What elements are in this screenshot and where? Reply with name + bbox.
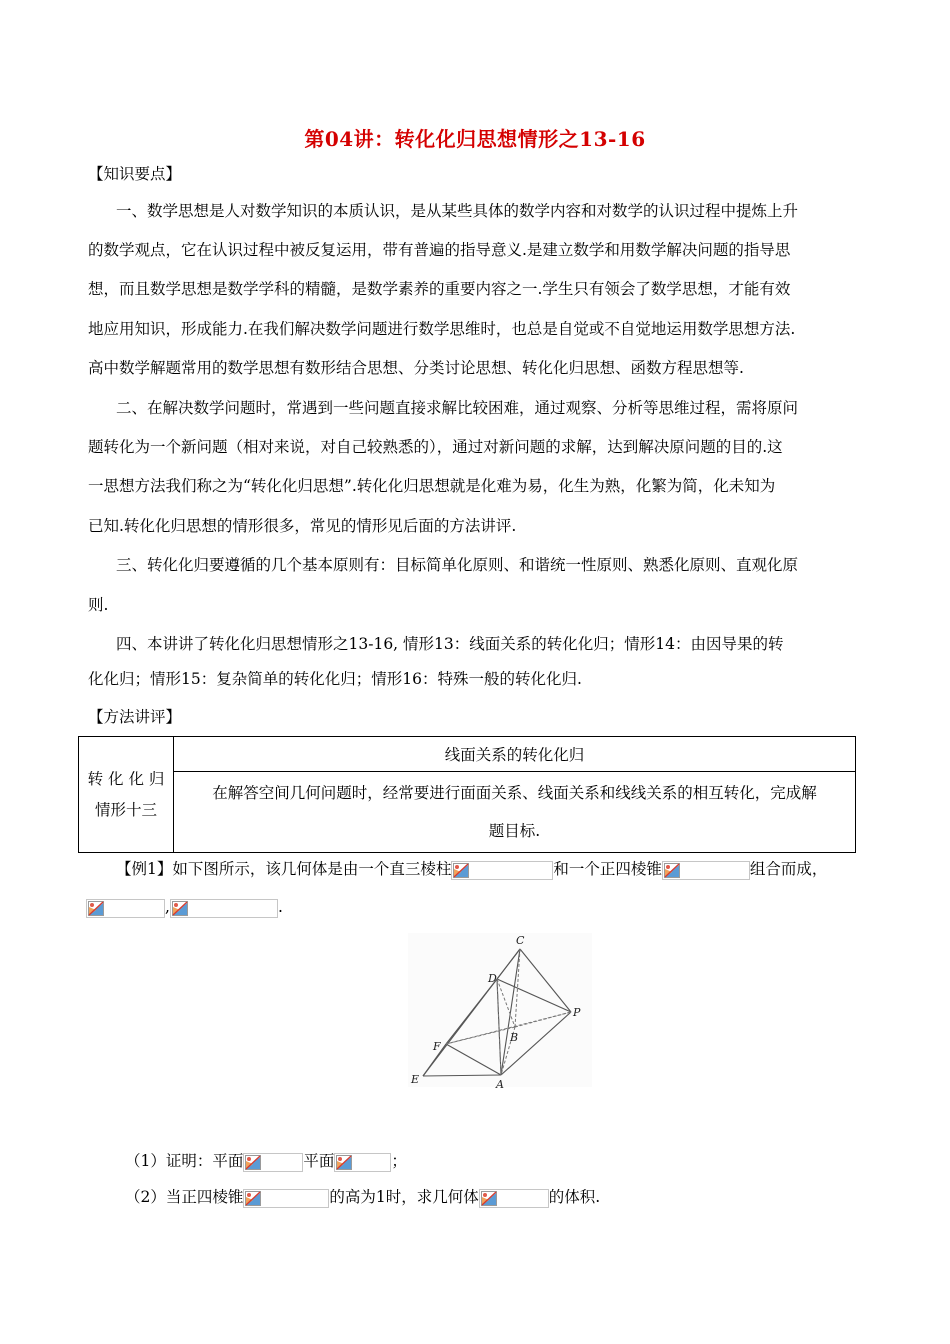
period: .	[277, 898, 283, 916]
text-line: 的数学观点，它在认识过程中被反复运用，带有普遍的指导意义.是建立数学和用数学解决问题的指导思	[88, 241, 791, 259]
formula-image-placeholder	[86, 899, 165, 918]
text-line: 则.	[88, 596, 109, 614]
situation-label-line2: 情形十三	[94, 800, 157, 819]
question-text: （1）证明：平面	[125, 1152, 244, 1170]
text-line: 三、转化化归要遵循的几个基本原则有：目标简单化原则、和谐统一性原则、熟悉化原则、直观化原	[116, 556, 799, 574]
question-text: 平面	[303, 1152, 335, 1170]
broken-image-icon	[245, 1191, 261, 1206]
formula-image-placeholder	[243, 1189, 329, 1208]
formula-image-placeholder	[243, 1153, 303, 1172]
example-line-1	[116, 857, 827, 880]
method-header: 【方法讲评】	[88, 708, 182, 726]
vertex-label-p: P	[573, 1006, 581, 1019]
vertex-label-a: A	[496, 1078, 504, 1090]
formula-image-placeholder	[479, 1189, 549, 1208]
question-text: （2）当正四棱锥	[125, 1188, 244, 1206]
example-line-2	[86, 898, 283, 918]
question-1	[125, 1149, 407, 1172]
broken-image-icon	[172, 901, 188, 916]
broken-image-icon	[453, 863, 469, 878]
description-cell	[174, 772, 856, 853]
broken-image-icon	[481, 1191, 497, 1206]
method-table	[78, 736, 856, 853]
formula-image-placeholder	[451, 861, 553, 880]
vertex-label-c: C	[516, 934, 525, 947]
text-line: 一、数学思想是人对数学知识的本质认识，是从某些具体的数学内容和对数学的认识过程中提炼上升	[116, 202, 799, 220]
text-line: 一思想方法我们称之为“转化化归思想”.转化化归思想就是化难为易，化生为熟，化繁为简，化未知为	[88, 477, 776, 495]
question-text: ；	[391, 1152, 407, 1170]
text-line: 已知.转化化归思想的情形很多，常见的情形见后面的方法讲评.	[88, 517, 517, 535]
text-line: 地应用知识，形成能力.在我们解决数学问题进行数学思维时，也总是自觉或不自觉地运用数学思想方法.	[88, 320, 796, 338]
description-line2: 题目标.	[488, 822, 541, 840]
page-title: 第04讲：转化化归思想情形之13-16	[304, 127, 646, 151]
question-2	[125, 1185, 600, 1208]
text-line: 高中数学解题常用的数学思想有数形结合思想、分类讨论思想、转化化归思想、函数方程思想等.	[88, 359, 744, 377]
vertex-label-d: D	[488, 972, 497, 985]
example-text: 和一个正四棱锥	[553, 860, 662, 878]
text-line: 化化归；情形15：复杂简单的转化化归；情形16：特殊一般的转化化归.	[88, 670, 582, 688]
description-line1: 在解答空间几何问题时，经常要进行面面关系、线面关系和线线关系的相互转化，完成解	[212, 784, 817, 802]
vertex-label-b: B	[510, 1031, 519, 1044]
broken-image-icon	[336, 1155, 352, 1170]
formula-image-placeholder	[334, 1153, 391, 1172]
text-line: 二、在解决数学问题时，常遇到一些问题直接求解比较困难，通过观察、分析等思维过程，需将原问	[116, 399, 799, 417]
broken-image-icon	[664, 863, 680, 878]
text-line: 想，而且数学思想是数学学科的精髓，是数学素养的重要内容之一.学生只有领会了数学思想，才能有效	[88, 280, 791, 298]
question-text: 的高为1时，求几何体	[329, 1188, 479, 1206]
example-text: 如下图所示，该几何体是由一个直三棱柱	[172, 860, 452, 878]
example-label: 【例1】	[116, 860, 173, 878]
knowledge-header: 【知识要点】	[88, 165, 182, 183]
question-text: 的体积.	[548, 1188, 601, 1206]
comma: ,	[165, 898, 170, 916]
text-line: 题转化为一个新问题（相对来说，对自己较熟悉的），通过对新问题的求解，达到解决原问题的目的.这	[88, 438, 783, 456]
situation-label-line1: 转 化 化 归	[87, 769, 165, 788]
vertex-label-f: F	[433, 1040, 441, 1053]
formula-image-placeholder	[662, 861, 750, 880]
vertex-label-e: E	[411, 1073, 420, 1086]
broken-image-icon	[245, 1155, 261, 1170]
geometry-figure	[405, 930, 595, 1090]
text-line: 四、本讲讲了转化化归思想情形之13-16, 情形13：线面关系的转化化归；情形14：由因导果的转	[116, 635, 784, 653]
topic-cell: 线面关系的转化化归	[174, 737, 856, 772]
situation-cell	[79, 737, 174, 853]
broken-image-icon	[88, 901, 104, 916]
formula-image-placeholder	[170, 899, 278, 918]
example-text: 组合而成，	[749, 860, 828, 878]
